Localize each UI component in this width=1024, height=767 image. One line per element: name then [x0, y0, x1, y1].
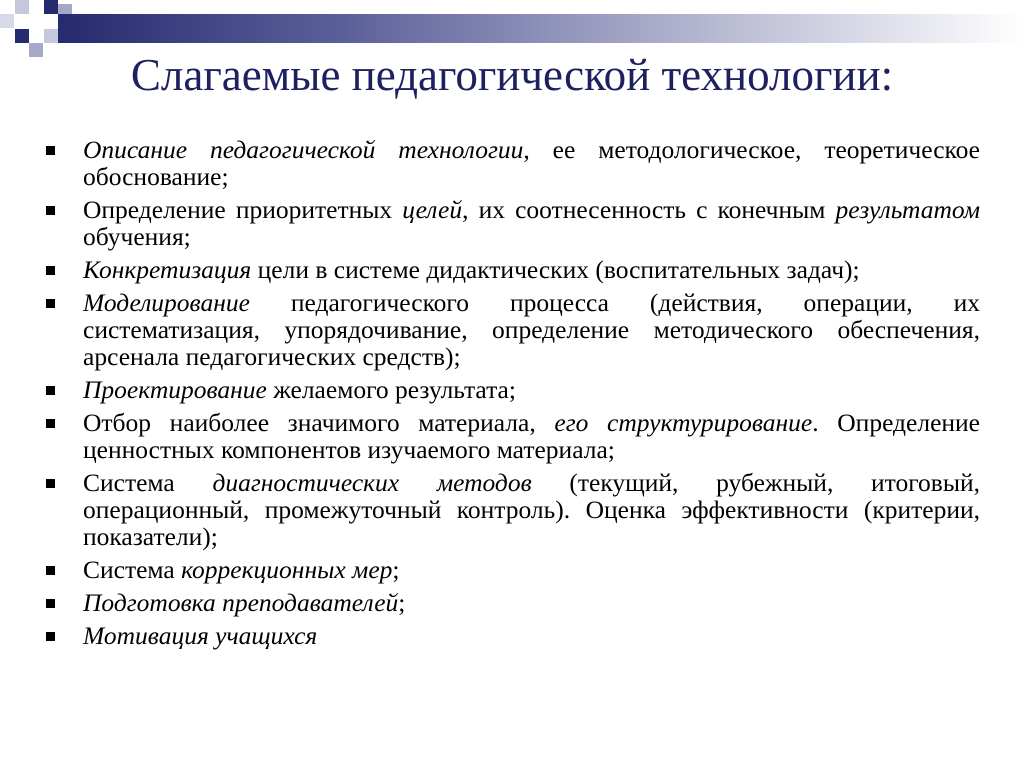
square-bullet-icon	[46, 299, 55, 308]
list-item	[46, 376, 980, 403]
item-text: ;	[392, 555, 400, 584]
item-text: Отбор наиболее значимого материала,	[83, 408, 555, 437]
emphasis-text: диагностических методов	[212, 468, 532, 497]
emphasis-text: Подготовка преподавателей	[83, 588, 399, 617]
list-item	[46, 556, 980, 583]
square-bullet-icon	[46, 206, 55, 215]
square-bullet-icon	[46, 479, 55, 488]
item-text: . Определение ценностных компонентов изучаемого материала;	[83, 408, 980, 464]
list-item	[46, 409, 980, 463]
emphasis-text: его структурирование	[554, 408, 813, 437]
list-item	[46, 622, 980, 649]
deco-square	[15, 29, 29, 43]
item-text: , ее методологическое, теоретическое обоснование;	[83, 135, 980, 191]
emphasis-text: Моделирование	[83, 288, 250, 317]
slide-title: Слагаемые педагогической технологии:	[130, 50, 894, 100]
deco-square	[0, 14, 14, 28]
item-text: Система	[83, 555, 182, 584]
list-item	[46, 196, 980, 250]
square-bullet-icon	[46, 146, 55, 155]
item-text: (текущий, рубежный, итоговый, операционный, промежуточный контроль). Оценка эффективности (критерии, показатели);	[83, 468, 981, 551]
emphasis-text: целей	[402, 195, 463, 224]
item-text: ;	[398, 588, 406, 617]
item-text: желаемого результата;	[266, 375, 516, 404]
emphasis-text: Описание педагогической технологии	[83, 135, 524, 164]
square-bullet-icon	[46, 632, 55, 641]
list-item	[46, 136, 980, 190]
list-item	[46, 589, 980, 616]
bullet-list	[46, 136, 980, 655]
deco-square	[15, 0, 29, 14]
square-bullet-icon	[46, 419, 55, 428]
emphasis-text: коррекционных мер	[181, 555, 393, 584]
item-text: педагогического процесса (действия, операции, их систематизация, упорядочивание, определение методического обеспечения, арсенала педагогических средств);	[83, 288, 980, 371]
item-text: обучения;	[83, 222, 191, 251]
emphasis-text: результатом	[835, 195, 980, 224]
header-gradient-bar	[58, 14, 1024, 43]
square-bullet-icon	[46, 599, 55, 608]
list-item	[46, 289, 980, 370]
item-text: Система	[83, 468, 213, 497]
item-text: , их соотнесенность с конечным	[462, 195, 836, 224]
square-bullet-icon	[46, 266, 55, 275]
square-bullet-icon	[46, 566, 55, 575]
deco-square	[44, 0, 58, 14]
square-bullet-icon	[46, 386, 55, 395]
list-item	[46, 256, 980, 283]
emphasis-text: Проектирование	[83, 375, 267, 404]
emphasis-text: Мотивация учащихся	[83, 621, 318, 650]
item-text: Определение приоритетных	[83, 195, 403, 224]
emphasis-text: Конкретизация	[83, 255, 252, 284]
list-item	[46, 469, 980, 550]
deco-square	[44, 29, 58, 43]
item-text: цели в системе дидактических (воспитательных задач);	[251, 255, 860, 284]
